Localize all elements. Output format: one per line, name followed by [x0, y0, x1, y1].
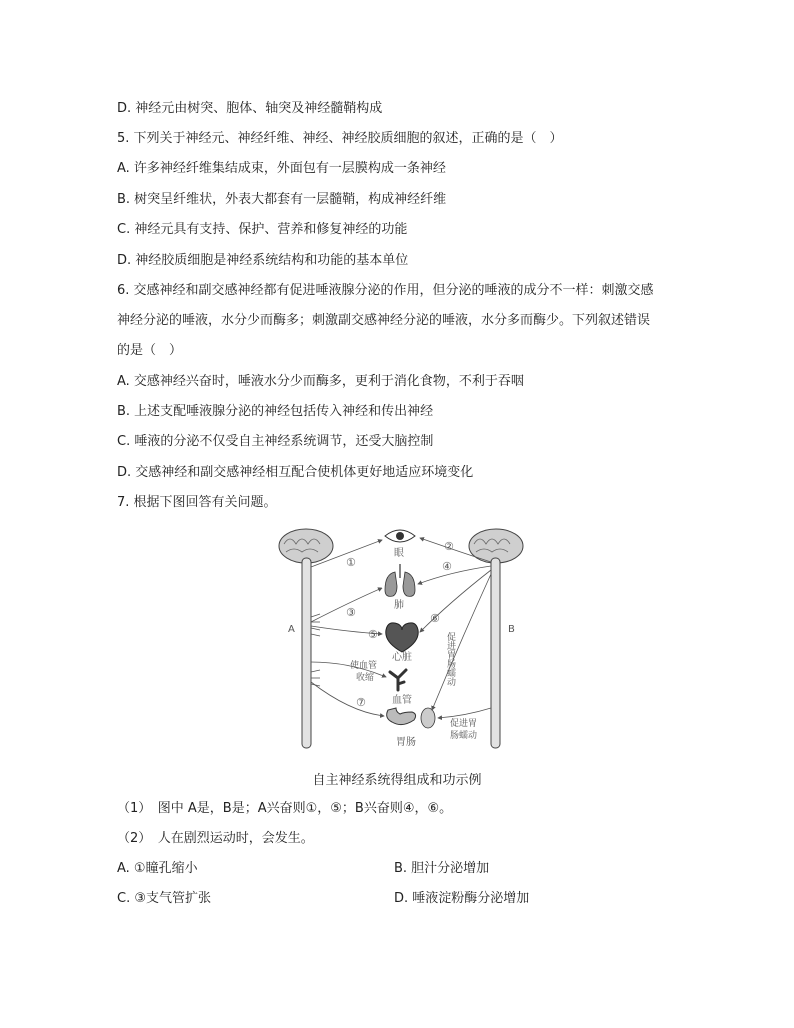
- pathway-7: ⑦: [356, 696, 366, 709]
- note-vasoconstrict-2: 收缩: [356, 673, 375, 683]
- option-c: C. ③支气管扩张: [117, 891, 211, 906]
- stomach-intestine-icon: [387, 708, 435, 728]
- question-6-option-a: A. 交感神经兴奋时，唾液水分少而酶多，更利于消化食物，不利于吞咽: [117, 374, 524, 389]
- organ-gut: 胃肠: [396, 737, 416, 748]
- heart-icon: [386, 623, 418, 652]
- option-b: B. 胆汁分泌增加: [394, 861, 490, 876]
- autonomic-nervous-system-diagram: [270, 522, 530, 760]
- organ-heart: 心脏: [392, 652, 412, 663]
- question-7-part-1: （1） 图中 A是，B是；A兴奋则①，⑤；B兴奋则④，⑥。: [117, 801, 453, 816]
- option-a: A. ①瞳孔缩小: [117, 861, 198, 876]
- figure-caption: 自主神经系统得组成和功示例: [312, 773, 482, 788]
- option-d: D. 唾液淀粉酶分泌增加: [394, 891, 530, 906]
- question-6-option-d: D. 交感神经和副交感神经相互配合使机体更好地适应环境变化: [117, 465, 474, 480]
- pathway-6: ⑥: [430, 612, 440, 625]
- question-7-stem: 7. 根据下图回答有关问题。: [117, 495, 277, 510]
- question-5-option-c: C. 神经元具有支持、保护、营养和修复神经的功能: [117, 222, 408, 237]
- question-6-option-c: C. 唾液的分泌不仅受自主神经系统调节，还受大脑控制: [117, 434, 434, 449]
- question-6-stem-line-2: 神经分泌的唾液，水分少而酶多；刺激副交感神经分泌的唾液，水分多而酶少。下列叙述错误: [117, 313, 651, 328]
- question-5-option-a: A. 许多神经纤维集结成束，外面包有一层膜构成一条神经: [117, 161, 446, 176]
- question-6-option-b: B. 上述支配唾液腺分泌的神经包括传入神经和传出神经: [117, 404, 434, 419]
- organ-lung: 肺: [394, 600, 404, 611]
- pathway-1: ①: [346, 556, 356, 569]
- question-7-part-2: （2） 人在剧烈运动时，会发生。: [117, 831, 314, 846]
- note-vasoconstrict-1: 使血管: [350, 661, 378, 671]
- question-5-option-b: B. 树突呈纤维状，外表大都套有一层髓鞘，构成神经纤维: [117, 192, 447, 207]
- note-peristalsis-1: 促进胃: [450, 719, 478, 729]
- question-4-option-d: D. 神经元由树突、胞体、轴突及神经髓鞘构成: [117, 101, 383, 116]
- note-peristalsis-2: 肠蠕动: [450, 731, 478, 741]
- blood-vessel-icon: [390, 670, 406, 690]
- pathway-3: ③: [346, 606, 356, 619]
- label-b: B: [508, 624, 515, 635]
- pathway-2: ②: [444, 540, 454, 553]
- lung-icon: [385, 564, 415, 596]
- question-5-option-d: D. 神经胶质细胞是神经系统结构和功能的基本单位: [117, 253, 409, 268]
- spinal-cord-left: [302, 558, 311, 748]
- question-6-stem-line-1: 6. 交感神经和副交感神经都有促进唾液腺分泌的作用，但分泌的唾液的成分不一样：刺激交感: [117, 283, 654, 298]
- pathway-5: ⑤: [368, 628, 378, 641]
- note-peristalsis-vertical: 促进胃肠蠕动: [445, 632, 455, 686]
- question-6-stem-line-3: 的是（ ）: [117, 343, 183, 358]
- spinal-cord-right: [491, 558, 500, 748]
- question-5-stem: 5. 下列关于神经元、神经纤维、神经、神经胶质细胞的叙述，正确的是（ ）: [117, 131, 563, 146]
- eye-icon: [385, 530, 415, 542]
- organ-vessel: 血管: [392, 695, 412, 706]
- organ-eye: 眼: [394, 548, 404, 559]
- pathway-4: ④: [442, 560, 452, 573]
- label-a: A: [288, 624, 295, 635]
